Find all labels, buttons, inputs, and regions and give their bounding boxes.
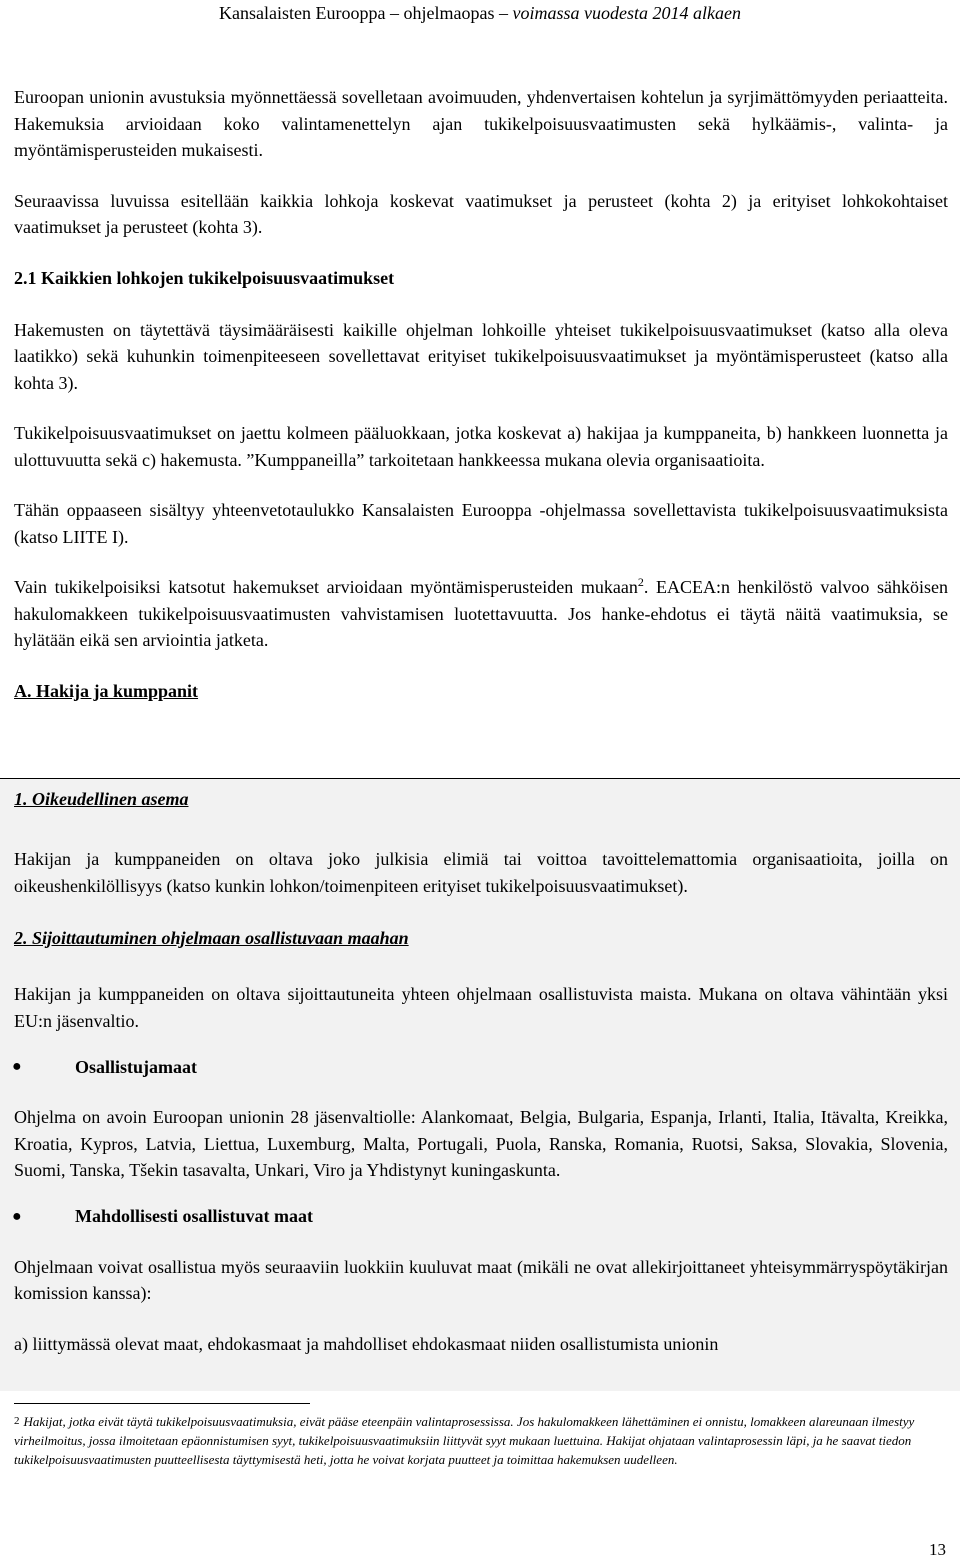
paragraph-principles: Euroopan unionin avustuksia myönnettäessä sovelletaan avoimuuden, yhdenvertaisen kohtelun ja syrjimättömyyden periaatteita. Hakemuksia arvioidaan koko valintamenettelyn ajan tukikelpoisuusvaatimusten sekä hylkäämis-, valinta- ja myöntämisperusteiden mukaisesti. xyxy=(14,87,948,160)
paragraph-requirements: Hakemusten on täytettävä täysimääräisesti kaikille ohjelman lohkoille yhteiset tukikelpoisuusvaatimukset (katso alla oleva laatikko) sekä kuhunkin toimenpiteeseen sovellettavat erityiset tukikelpoisuusvaatimukset ja myöntämisperusteet (katso alla kohta 3). xyxy=(14,319,948,393)
establishment-text: Hakijan ja kumppaneiden on oltava sijoittautuneita yhteen ohjelmaan osallistuvista maista. Mukana on oltava vähintään yksi EU:n jäsenvaltio. xyxy=(14,984,948,1031)
bullet-label: Mahdollisesti osallistuvat maat xyxy=(75,1206,314,1226)
footnote-text: Hakijat, jotka eivät täytä tukikelpoisuusvaatimuksia, eivät pääse eteenpäin valintaprosessissa. Jos hakulomakkeen lähettäminen ei onnistu, lomakkeen alareunaan ilmestyy virheilmoitus, jossa ilmoitetaan epäonnistumisen syyt, tukikelpoisuusvaatimuksiin liittyvät syyt mukaan luettuina. Hakijat ohjataan valintaprosessin läpi, ja he saavat tiedon tukikelpoisuusvaatimusten puutteellisesta täyttymisestä heti, jotta he voivat korjata puutteet ja toimittaa hakemuksen uudelleen. xyxy=(14,1414,915,1467)
footnote-reference[interactable]: 2 xyxy=(637,575,644,589)
footnote-number: 2 xyxy=(14,1415,20,1427)
header-title: Kansalaisten Eurooppa – ohjelmaopas – xyxy=(219,3,513,23)
section-a-heading: A. Hakija ja kumppanit xyxy=(14,680,199,701)
paragraph-overview: Seuraavissa luvuissa esitellään kaikkia lohkoja koskevat vaatimukset ja perusteet (kohta 2) ja erityiset lohkokohtaiset vaatimukset ja perusteet (kohta 3). xyxy=(14,190,948,237)
participating-countries-text: Ohjelma on avoin Euroopan unionin 28 jäsenvaltiolle: Alankomaat, Belgia, Bulgaria, Espanja, Irlanti, Italia, Itävalta, Kreikka, Kroatia, Kypros, Latvia, Liettua, Luxemburg, Malta, Portugali, Puola, Ranska, Romania, Ruotsi, Saksa, Slovakia, Slovenia, Suomi, Tanska, Tšekin tasavalta, Unkari, Viro ja Yhdistynyt kuningaskunta. xyxy=(14,1107,948,1180)
establishment-heading: 2. Sijoittautuminen ohjelmaan osallistuvaan maahan xyxy=(14,928,409,948)
legal-status-text: Hakijan ja kumppaneiden on oltava joko julkisia elimiä tai voittoa tavoittelemattomia organisaatioita, joilla on oikeushenkilöllisyys (katso kunkin lohkon/toimenpiteen erityiset tukikelpoisuusvaatimukset). xyxy=(14,849,948,896)
page-header xyxy=(0,0,960,28)
main-content xyxy=(14,84,948,704)
possible-countries-text: Ohjelmaan voivat osallistua myös seuraaviin luokkiin kuuluvat maat (mikäli ne ovat allekirjoittaneet yhteisymmärryspöytäkirjan komission kanssa): xyxy=(14,1256,948,1303)
header-validity: voimassa vuodesta 2014 alkaen xyxy=(512,3,741,23)
page-number: 13 xyxy=(929,1540,946,1559)
section-heading: 2.1 Kaikkien lohkojen tukikelpoisuusvaatimukset xyxy=(14,267,395,288)
legal-status-heading: 1. Oikeudellinen asema xyxy=(14,789,189,809)
footnote-divider xyxy=(14,1403,310,1404)
bullet-label: Osallistujamaat xyxy=(75,1056,198,1077)
paragraph-annex: Tähän oppaaseen sisältyy yhteenvetotaulukko Kansalaisten Eurooppa -ohjelmassa sovellettavista tukikelpoisuusvaatimuksista (katso LIITE I). xyxy=(14,500,948,547)
list-item-a: a) liittymässä olevat maat, ehdokasmaat ja mahdolliset ehdokasmaat niiden osallistumista unionin xyxy=(14,1333,719,1354)
bullet-participating-countries xyxy=(0,1054,948,1080)
criteria-box-content xyxy=(14,786,948,1357)
footnote xyxy=(14,1412,948,1469)
paragraph-categories: Tukikelpoisuusvaatimukset on jaettu kolmeen pääluokkaan, jotka koskevat a) hakijaa ja kumppaneita, b) hankkeen luonnetta ja ulottuvuutta sekä c) hakemusta. ”Kumppaneilla” tarkoitetaan hankkeessa mukana olevia organisaatioita. xyxy=(14,423,948,470)
bullet-icon: ● xyxy=(12,1207,22,1225)
bullet-possible-countries xyxy=(0,1204,948,1230)
paragraph-evaluation: Vain tukikelpoisiksi katsotut hakemukset arvioidaan myöntämisperusteiden mukaan$^2$. EACEA:n henkilöstö valvoo sähköisen hakulomakkeen tukikelpoisuusvaatimusten vahvistamisen luotettavuutta. Jos hanke-ehdotus ei täytä näitä vaatimuksia, se hylätään eikä sen arviointia jatketa. xyxy=(14,575,948,650)
bullet-icon: ● xyxy=(12,1058,22,1075)
